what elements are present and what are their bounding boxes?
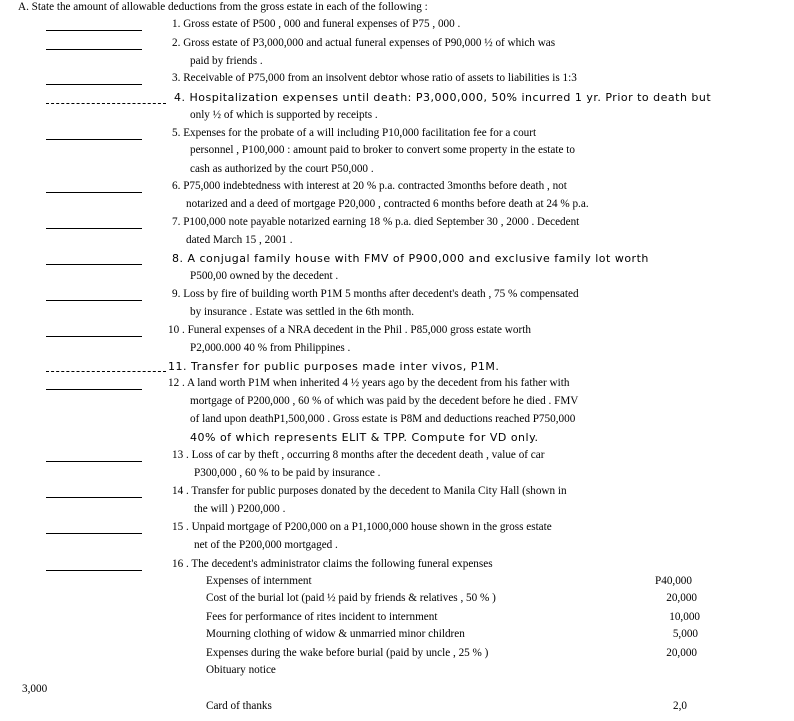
item-16-line-1: 16 . The decedent's administrator claims the following funeral expenses (172, 558, 493, 570)
item-14-line-2: the will ) P200,000 . (194, 503, 286, 515)
expense-label: Fees for performance of rites incident to internment (206, 611, 438, 623)
item-4-line-2: only ½ of which is supported by receipts . (190, 109, 378, 121)
item-15-line-1: 15 . Unpaid mortgage of P200,000 on a P1,1000,000 house shown in the gross estate (172, 521, 552, 533)
item-12-line-2: mortgage of P200,000 , 60 % of which was paid by the decedent before he died . FMV (190, 395, 579, 407)
expense-label: Expenses of internment (206, 575, 312, 587)
answer-blank-1[interactable] (46, 30, 142, 31)
item-12-line-4: 40% of which represents ELIT & TPP. Compute for VD only. (190, 431, 539, 444)
answer-blank-12[interactable] (46, 389, 142, 390)
answer-blank-16[interactable] (46, 570, 142, 571)
item-6-line-1: 6. P75,000 indebtedness with interest at 20 % p.a. contracted 3months before death , not (172, 180, 567, 192)
item-13-line-2: P300,000 , 60 % to be paid by insurance . (194, 467, 381, 479)
answer-blank-15[interactable] (46, 533, 142, 534)
answer-blank-3[interactable] (46, 84, 142, 85)
item-15-line-2: net of the P200,000 mortgaged . (194, 539, 338, 551)
expense-amount: 2,0 (673, 700, 687, 712)
item-8-line-1: 8. A conjugal family house with FMV of P900,000 and exclusive family lot worth (172, 252, 649, 265)
expense-amount: 5,000 (672, 628, 698, 640)
item-9-line-2: by insurance . Estate was settled in the 6th month. (190, 306, 415, 318)
header-instruction: A. State the amount of allowable deductions from the gross estate in each of the following : (18, 1, 428, 13)
answer-blank-11[interactable] (46, 371, 166, 372)
item-2-line-2: paid by friends . (190, 55, 263, 67)
item-11-line-1: 11. Transfer for public purposes made inter vivos, P1M. (168, 360, 500, 373)
item-12-line-3: of land upon deathP1,500,000 . Gross estate is P8M and deductions reached P750,000 (190, 413, 576, 425)
item-10-line-2: P2,000.000 40 % from Philippines . (190, 342, 351, 354)
item-4-line-1: 4. Hospitalization expenses until death: P3,000,000, 50% incurred 1 yr. Prior to death but (174, 91, 712, 104)
item-6-line-2: notarized and a deed of mortgage P20,000 , contracted 6 months before death at 24 % p.a. (186, 198, 589, 210)
item-9-line-1: 9. Loss by fire of building worth P1M 5 months after decedent's death , 75 % compensated (172, 288, 579, 300)
item-13-line-1: 13 . Loss of car by theft , occurring 8 months after the decedent death , value of car (172, 449, 545, 461)
answer-blank-7[interactable] (46, 228, 142, 229)
answer-blank-13[interactable] (46, 461, 142, 462)
expense-label: Cost of the burial lot (paid ½ paid by friends & relatives , 50 % ) (206, 592, 496, 604)
item-5-line-3: cash as authorized by the court P50,000 . (190, 163, 374, 175)
margin-amount: 3,000 (22, 683, 48, 695)
item-2-line-1: 2. Gross estate of P3,000,000 and actual funeral expenses of P90,000 ½ of which was (172, 37, 556, 49)
item-1-line-1: 1. Gross estate of P500 , 000 and funeral expenses of P75 , 000 . (172, 18, 461, 30)
answer-blank-6[interactable] (46, 192, 142, 193)
item-3-line-1: 3. Receivable of P75,000 from an insolvent debtor whose ratio of assets to liabilities is 1:3 (172, 72, 577, 84)
expense-label: Expenses during the wake before burial (paid by uncle , 25 % ) (206, 647, 489, 659)
item-14-line-1: 14 . Transfer for public purposes donated by the decedent to Manila City Hall (shown in (172, 485, 567, 497)
expense-amount: 20,000 (666, 592, 697, 604)
expense-amount: 20,000 (666, 647, 697, 659)
answer-blank-9[interactable] (46, 300, 142, 301)
expense-label: Card of thanks (206, 700, 272, 712)
item-10-line-1: 10 . Funeral expenses of a NRA decedent in the Phil . P85,000 gross estate worth (168, 324, 531, 336)
expense-label: Obituary notice (206, 664, 276, 676)
answer-blank-5[interactable] (46, 139, 142, 140)
answer-blank-2[interactable] (46, 49, 142, 50)
item-7-line-1: 7. P100,000 note payable notarized earning 18 % p.a. died September 30 , 2000 . Decedent (172, 216, 580, 228)
answer-blank-14[interactable] (46, 497, 142, 498)
item-5-line-1: 5. Expenses for the probate of a will including P10,000 facilitation fee for a court (172, 127, 537, 139)
item-7-line-2: dated March 15 , 2001 . (186, 234, 293, 246)
expense-amount: P40,000 (655, 575, 692, 587)
expense-amount: 10,000 (669, 611, 700, 623)
item-5-line-2: personnel , P100,000 : amount paid to broker to convert some property in the estate to (190, 144, 575, 156)
answer-blank-10[interactable] (46, 336, 142, 337)
item-8-line-2: P500,00 owned by the decedent . (190, 270, 339, 282)
answer-blank-8[interactable] (46, 264, 142, 265)
expense-label: Mourning clothing of widow & unmarried minor children (206, 628, 465, 640)
item-12-line-1: 12 . A land worth P1M when inherited 4 ½ years ago by the decedent from his father with (168, 377, 570, 389)
answer-blank-4[interactable] (46, 103, 166, 104)
